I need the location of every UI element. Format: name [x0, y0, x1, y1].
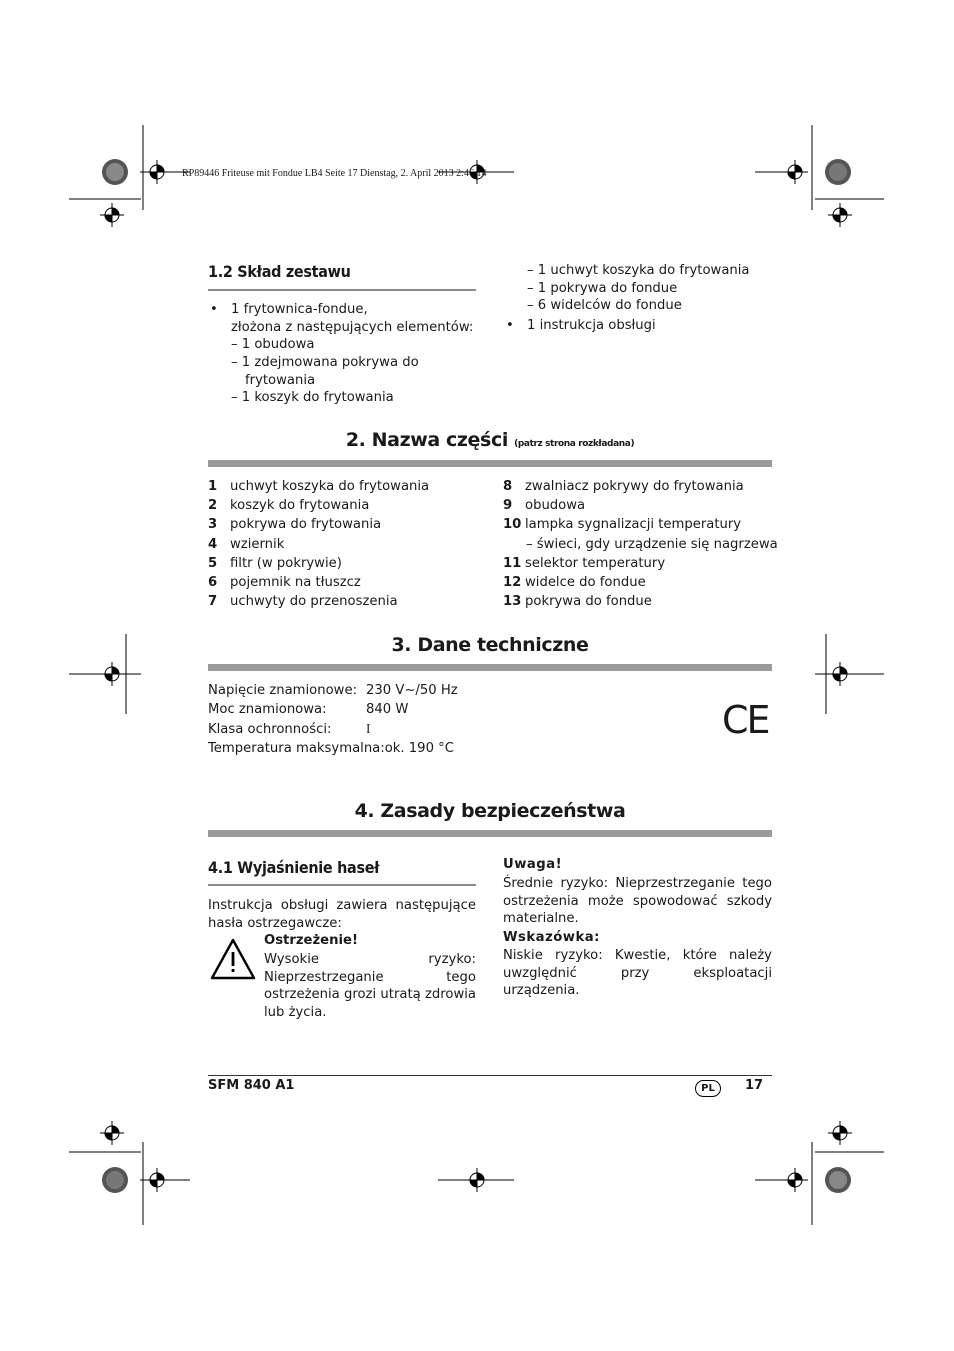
part-number: 11	[503, 556, 522, 571]
list-item: – 1 obudowa	[231, 337, 315, 352]
section-2-title-text: 2. Nazwa części	[345, 429, 508, 451]
part-number: 12	[503, 575, 522, 590]
print-header: RP89446 Friteuse mit Fondue LB4 Seite 17 Dienstag, 2. April 2013 2:46 14	[182, 168, 487, 179]
part-number: 4	[208, 537, 218, 552]
part-row-sub	[526, 537, 778, 552]
list-item: – 1 koszyk do frytowania	[231, 390, 394, 405]
section-4-title: 4. Zasady bezpieczeństwa	[354, 800, 626, 822]
list-item: – 1 uchwyt koszyka do frytowania	[527, 263, 750, 278]
part-label: uchwyt koszyka do frytowania	[230, 479, 430, 494]
part-number: 9	[503, 498, 513, 513]
part-label: uchwyty do przenoszenia	[230, 594, 398, 609]
part-label: – świeci, gdy urządzenie się nagrzewa	[526, 537, 778, 552]
list-item: – 1 pokrywa do fondue	[527, 281, 678, 296]
part-label: widelce do fondue	[525, 575, 646, 590]
part-row	[503, 594, 652, 609]
part-row	[503, 498, 585, 513]
spec-row	[208, 683, 458, 698]
part-row	[503, 517, 741, 532]
bullet-1: •	[210, 302, 218, 317]
spec-row	[208, 702, 408, 717]
section-2-rule	[208, 460, 772, 467]
part-row	[208, 498, 369, 513]
spec-row	[208, 741, 454, 756]
warning-heading: Ostrzeżenie!	[264, 933, 358, 948]
part-number: 5	[208, 556, 218, 571]
part-number: 3	[208, 517, 218, 532]
list-item: złożona z następujących elementów:	[231, 320, 474, 335]
spec-label: Klasa ochronności:	[208, 722, 332, 737]
part-label: lampka sygnalizacji temperatury	[525, 517, 742, 532]
section-2-note: (patrz strona rozkładana)	[514, 439, 635, 449]
part-label: wziernik	[230, 537, 285, 552]
part-number: 7	[208, 594, 218, 609]
uwaga-text: Średnie ryzyko: Nieprzestrzeganie tego ostrzeżenia może spowodować szkody materialne.	[503, 876, 772, 926]
section-1-2-title: 1.2 Skład zestawu	[208, 262, 351, 281]
ce-mark-icon: CE	[722, 698, 769, 742]
warning-triangle-icon	[210, 938, 256, 980]
part-number: 8	[503, 479, 513, 494]
hint-text: Niskie ryzyko: Kwestie, które należy uwzględnić przy eksploatacji urządzenia.	[503, 948, 772, 998]
part-number: 1	[208, 479, 218, 494]
footer-rule	[208, 1075, 772, 1076]
part-label: koszyk do frytowania	[230, 498, 370, 513]
list-item: – 1 zdejmowana pokrywa do	[231, 355, 419, 370]
section-3-title: 3. Dane techniczne	[391, 634, 589, 656]
part-row	[503, 556, 665, 571]
part-label: obudowa	[525, 498, 586, 513]
section-2-title	[208, 429, 772, 451]
part-number: 13	[503, 594, 522, 609]
spec-label: Moc znamionowa:	[208, 702, 327, 717]
spec-value: 230 V~/50 Hz	[366, 683, 458, 698]
section-1-2-rule	[208, 289, 476, 291]
language-badge: PL	[695, 1080, 721, 1097]
bullet-2: •	[506, 318, 514, 333]
footer-model: SFM 840 A1	[208, 1078, 295, 1093]
part-label: pokrywa do frytowania	[230, 517, 382, 532]
section-4-rule	[208, 830, 772, 837]
intro-text: Instrukcja obsługi zawiera następujące hasła ostrzegawcze:	[208, 898, 476, 931]
hint-heading: Wskazówka:	[503, 930, 600, 945]
list-item: frytowania	[245, 373, 316, 388]
uwaga-heading: Uwaga!	[503, 857, 563, 872]
spec-label: Napięcie znamionowe:	[208, 683, 358, 698]
part-row	[208, 537, 284, 552]
part-row	[208, 479, 429, 494]
spec-value: ok. 190 °C	[384, 741, 454, 756]
part-label: pokrywa do fondue	[525, 594, 652, 609]
list-item: 1 instrukcja obsługi	[527, 318, 656, 333]
section-3-rule	[208, 664, 772, 671]
spec-row	[208, 721, 370, 737]
part-number: 2	[208, 498, 218, 513]
part-row	[503, 479, 744, 494]
part-label: filtr (w pokrywie)	[230, 556, 342, 571]
part-row	[208, 556, 342, 571]
spec-value: I	[366, 721, 371, 736]
part-row	[208, 575, 361, 590]
part-row	[503, 575, 646, 590]
part-row	[208, 594, 398, 609]
page-number: 17	[745, 1078, 764, 1093]
part-number: 6	[208, 575, 218, 590]
part-number: 10	[503, 517, 522, 532]
spec-value: 840 W	[366, 702, 409, 717]
part-label: selektor temperatury	[525, 556, 666, 571]
spec-label: Temperatura maksymalna:	[208, 741, 385, 756]
part-label: zwalniacz pokrywy do frytowania	[525, 479, 744, 494]
section-4-1-title: 4.1 Wyjaśnienie haseł	[208, 858, 380, 877]
list-item: – 6 widelców do fondue	[527, 298, 682, 313]
part-label: pojemnik na tłuszcz	[230, 575, 361, 590]
warning-text: Wysokie ryzyko: Nieprzestrzeganie tego ostrzeżenia grozi utratą zdrowia lub życia.	[264, 952, 476, 1020]
list-item: 1 frytownica-fondue,	[231, 302, 368, 317]
section-4-1-rule	[208, 884, 476, 886]
part-row	[208, 517, 381, 532]
